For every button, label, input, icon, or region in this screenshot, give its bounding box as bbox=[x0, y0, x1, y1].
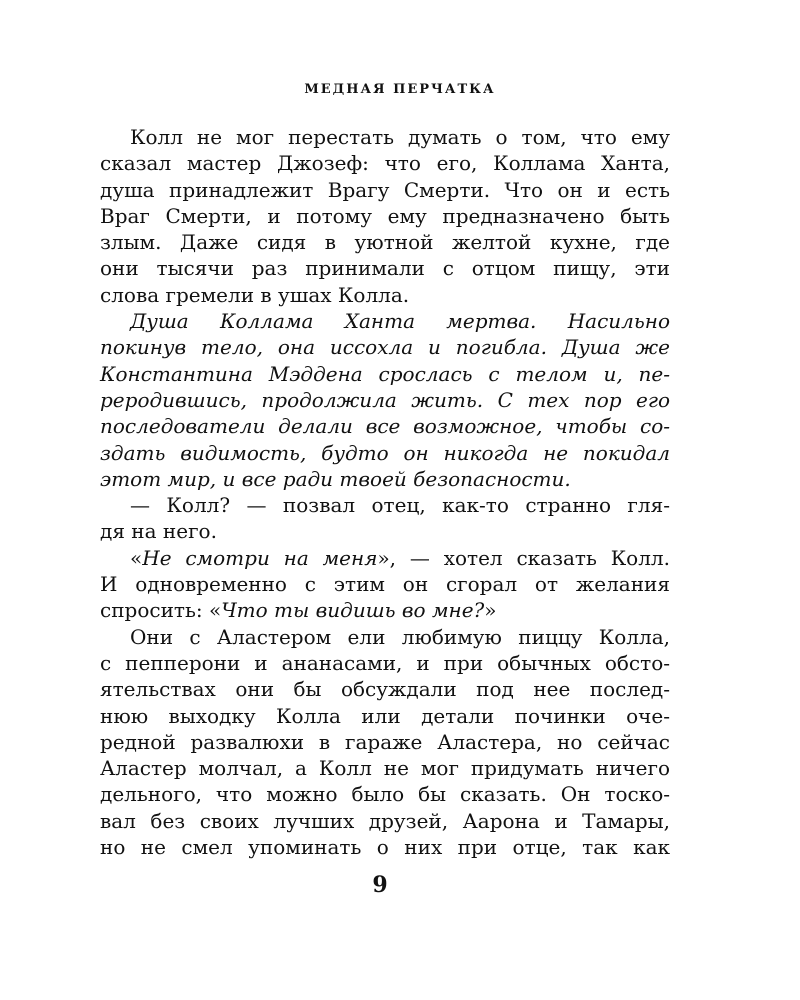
italic-text-segment: покинув тело, она иссохла и погибла. Душа же bbox=[100, 335, 670, 360]
text-line bbox=[100, 124, 670, 150]
text-segment: — Колл? — позвал отец, как-то странно гля- bbox=[130, 493, 670, 518]
italic-text-segment: Константина Мэддена срослась с телом и, пе- bbox=[100, 361, 670, 386]
text-line bbox=[100, 729, 670, 755]
text-line bbox=[100, 308, 670, 334]
text-segment: они тысячи раз принимали с отцом пищу, эти bbox=[100, 256, 670, 281]
text-line bbox=[100, 255, 670, 281]
text-segment: дельного, что можно было бы сказать. Он тоско- bbox=[100, 782, 670, 807]
italic-text-segment: Душа Коллама Ханта мертва. Насильно bbox=[130, 309, 670, 334]
text-line bbox=[100, 334, 670, 360]
text-line bbox=[100, 571, 670, 597]
text-line bbox=[100, 676, 670, 702]
text-line bbox=[100, 387, 670, 413]
running-head: МЕДНАЯ ПЕРЧАТКА bbox=[304, 82, 496, 97]
text-segment: Аластер молчал, а Колл не мог придумать ничего bbox=[100, 756, 670, 781]
text-line bbox=[100, 440, 670, 466]
text-line bbox=[100, 755, 670, 781]
text-segment: нюю выходку Колла или детали починки оче- bbox=[100, 703, 670, 728]
text-segment: Колл не мог перестать думать о том, что ему bbox=[130, 125, 670, 149]
text-segment: дя на него. bbox=[100, 519, 217, 544]
text-line bbox=[100, 177, 670, 203]
text-segment: спросить: « bbox=[100, 598, 222, 623]
text-line bbox=[100, 834, 670, 860]
text-line bbox=[100, 282, 670, 308]
italic-text-segment: здать видимость, будто он никогда не покидал bbox=[100, 440, 670, 465]
text-segment: » bbox=[484, 598, 497, 623]
text-line bbox=[100, 808, 670, 834]
text-line bbox=[100, 150, 670, 176]
page-number: 9 bbox=[372, 872, 388, 898]
text-segment: Враг Смерти, и потому ему предназначено быть bbox=[100, 203, 670, 228]
text-segment: ятельствах они бы обсуждали под нее послед- bbox=[100, 677, 670, 702]
text-segment: но не смел упоминать о них при отце, так как bbox=[100, 835, 670, 860]
text-line bbox=[100, 545, 670, 571]
text-segment: И одновременно с этим он сгорал от желания bbox=[100, 572, 670, 597]
text-line bbox=[100, 413, 670, 439]
italic-text-segment: реродившись, продолжила жить. С тех пор его bbox=[100, 387, 670, 412]
text-line bbox=[100, 466, 670, 492]
text-segment: », — хотел сказать Колл. bbox=[377, 545, 670, 570]
body-text bbox=[100, 124, 670, 860]
italic-text-segment: последователи делали все возможное, чтобы со- bbox=[100, 414, 670, 439]
text-segment: Они с Аластером ели любимую пиццу Колла, bbox=[130, 624, 670, 649]
italic-text-segment: этот мир, и все ради твоей безопасности. bbox=[100, 466, 571, 491]
text-line bbox=[100, 203, 670, 229]
text-segment: злым. Даже сидя в уютной желтой кухне, где bbox=[100, 230, 670, 255]
text-line bbox=[100, 597, 670, 623]
text-line bbox=[100, 229, 670, 255]
text-line bbox=[100, 492, 670, 518]
text-segment: сказал мастер Джозеф: что его, Коллама Ханта, bbox=[100, 151, 670, 176]
text-segment: « bbox=[130, 545, 143, 570]
text-line bbox=[100, 361, 670, 387]
italic-text-segment: Не смотри на меня bbox=[142, 545, 378, 570]
text-segment: душа принадлежит Врагу Смерти. Что он и есть bbox=[100, 177, 670, 202]
text-line bbox=[100, 703, 670, 729]
text-segment: слова гремели в ушах Колла. bbox=[100, 282, 410, 307]
text-line bbox=[100, 518, 670, 544]
text-line bbox=[100, 650, 670, 676]
text-segment: редной развалюхи в гараже Аластера, но сейчас bbox=[100, 729, 670, 754]
text-segment: вал без своих лучших друзей, Аарона и Тамары, bbox=[100, 808, 670, 833]
italic-text-segment: Что ты видишь во мне? bbox=[221, 598, 485, 623]
text-segment: с пепперони и ананасами, и при обычных обсто- bbox=[100, 650, 670, 675]
text-line bbox=[100, 624, 670, 650]
text-line bbox=[100, 781, 670, 807]
